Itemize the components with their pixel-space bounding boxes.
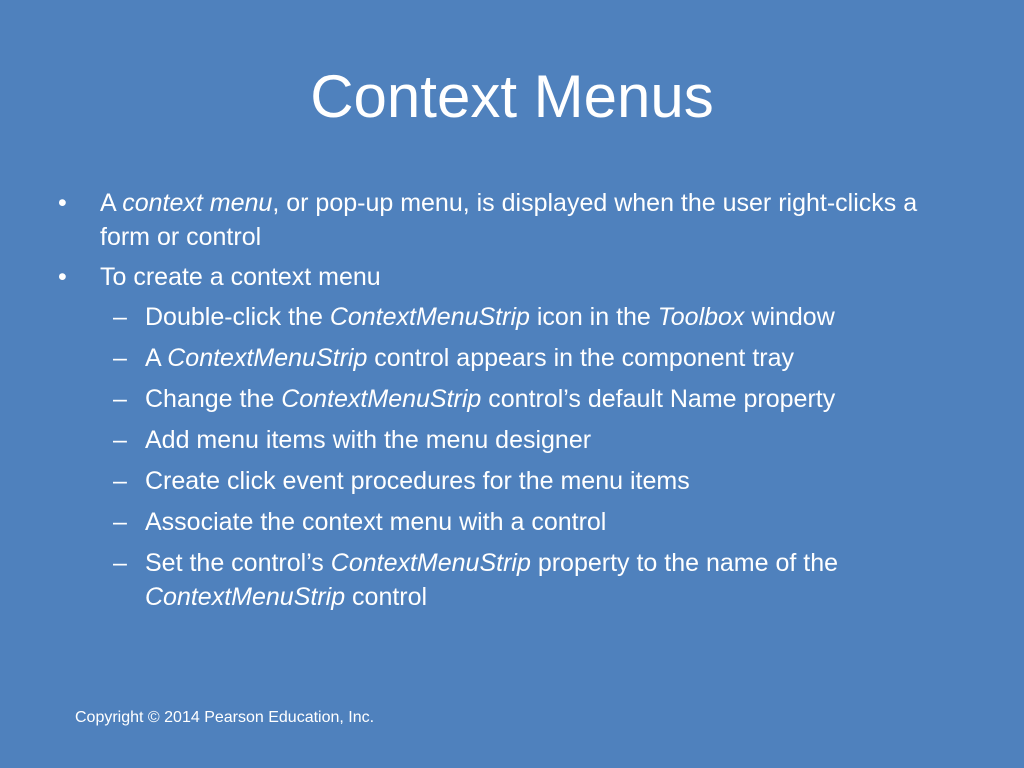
sub-bullet-term: ContextMenuStrip	[329, 303, 530, 331]
dash-marker: –	[113, 549, 127, 577]
sub-bullet-text: control’s default Name property	[481, 385, 836, 413]
slide-title: Context Menus	[310, 63, 714, 130]
sub-bullet-term: Toolbox	[657, 303, 745, 331]
bullet-text: , or pop-up menu, is displayed when the user right-clicks a form or control	[100, 189, 918, 251]
sub-bullet-text: control	[345, 583, 428, 611]
sub-bullet-text: control appears in the component tray	[367, 344, 794, 372]
dash-marker: –	[113, 508, 127, 536]
sub-bullet-term: ContextMenuStrip	[167, 344, 368, 372]
sub-bullet-term: ContextMenuStrip	[330, 549, 531, 577]
sub-bullet-text: Add menu items with the menu designer	[145, 426, 592, 454]
sub-bullet-item	[58, 505, 958, 539]
dash-marker: –	[113, 467, 127, 495]
sub-bullet-text: property to the name of the	[530, 549, 839, 577]
bullet-list	[58, 186, 958, 621]
sub-bullet-term: ContextMenuStrip	[145, 583, 346, 611]
sub-bullet-item	[58, 546, 958, 614]
sub-bullet-item	[58, 464, 958, 498]
dash-marker: –	[113, 426, 127, 454]
copyright-footer: Copyright © 2014 Pearson Education, Inc.	[75, 709, 375, 726]
sub-bullet-text: Create click event procedures for the menu items	[145, 467, 690, 495]
sub-bullet-term: ContextMenuStrip	[281, 385, 482, 413]
bullet-term: context menu	[122, 189, 273, 217]
bullet-text: To create a context menu	[100, 263, 381, 291]
sub-bullet-text: Associate the context menu with a control	[145, 508, 607, 536]
sub-bullet-item	[58, 423, 958, 457]
sub-bullet-text: Set the control’s	[145, 549, 331, 577]
sub-bullet-text: icon in the	[529, 303, 658, 331]
dash-marker: –	[113, 344, 127, 372]
dash-marker: –	[113, 385, 127, 413]
sub-bullet-text: Double-click the	[145, 303, 330, 331]
bullet-item	[58, 260, 958, 294]
sub-bullet-text: window	[744, 303, 835, 331]
sub-bullet-text: Change the	[145, 385, 282, 413]
sub-bullet-item	[58, 300, 958, 334]
sub-bullet-item	[58, 382, 958, 416]
bullet-marker: •	[58, 263, 67, 291]
bullet-item	[58, 186, 958, 254]
bullet-text: A	[100, 189, 123, 217]
sub-bullet-text: A	[145, 344, 168, 372]
sub-bullet-item	[58, 341, 958, 375]
bullet-marker: •	[58, 189, 67, 217]
dash-marker: –	[113, 303, 127, 331]
